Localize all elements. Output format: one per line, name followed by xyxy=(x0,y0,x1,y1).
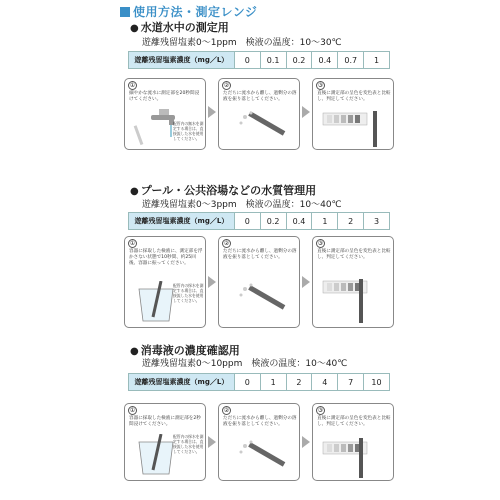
range-value: 10 xyxy=(364,374,390,391)
step-text: ただちに流水から離し、過剰分の溶液を振り落としてください。 xyxy=(223,249,297,261)
range-table-header: 遊離残留塩素濃度（mg／L） xyxy=(129,374,235,391)
range-value: 0 xyxy=(234,213,260,230)
section-subtitle: 遊離残留塩素0〜10ppm 検液の温度：10〜40℃ xyxy=(142,359,348,369)
step-card-2 xyxy=(218,403,300,481)
range-value: 1 xyxy=(260,374,286,391)
step-text: ただちに流水から離し、過剰分の溶液を振り落としてください。 xyxy=(223,416,297,428)
page-heading-text: 使用方法・測定レンジ xyxy=(133,5,258,19)
step-text: 容器に採取した検液に、測定部を浮かさない状態で10秒間、約25回後、容器に振ってください。 xyxy=(129,249,203,267)
step-text: 直後に測定部の呈色を変色表と比較し、判定してください。 xyxy=(317,416,391,428)
step-text: 細やかな流水に測定部を20秒間浸けてください。 xyxy=(129,91,200,103)
range-value: 1 xyxy=(312,213,338,230)
step-note: 配管内の無水を測定する場合は、直接流した水を使用してください。 xyxy=(173,121,204,141)
step-text: 容器に採取した検液に測定部を2秒間浸けてください。 xyxy=(129,416,201,428)
step-note: 配管内の採水を測定する場合は、直接流した水を使用してください。 xyxy=(173,434,204,454)
step-text: 直後に測定部の呈色を変色表と比較し、判定してください。 xyxy=(317,249,391,261)
range-value: 0.1 xyxy=(260,52,286,69)
range-value: 4 xyxy=(312,374,338,391)
step-text: 直後に測定部の呈色を変色表と比較し、判定してください。 xyxy=(317,91,391,103)
range-value: 0 xyxy=(234,374,260,391)
color-chart-icon xyxy=(319,434,391,480)
bullet-icon: ● xyxy=(130,346,139,357)
section-subtitle: 遊離残留塩素0〜1ppm 検液の温度：10〜30℃ xyxy=(142,38,342,48)
step-number: ③ xyxy=(317,407,324,414)
range-value: 0.2 xyxy=(286,52,312,69)
arrow-icon xyxy=(302,436,310,448)
step-number: ① xyxy=(129,240,136,247)
range-value: 0.7 xyxy=(338,52,364,69)
step-note: 配管内の採水を測定する場合は、直接流した水を使用してください。 xyxy=(173,283,204,303)
section-title-text: 消毒液の濃度確認用 xyxy=(140,344,240,357)
section-title-text: 水道水中の測定用 xyxy=(140,21,229,34)
range-value: 0.4 xyxy=(286,213,312,230)
section-title-text: プール・公共浴場などの水質管理用 xyxy=(140,184,317,197)
range-value: 7 xyxy=(338,374,364,391)
test-strip-icon xyxy=(229,434,293,478)
range-value: 2 xyxy=(338,213,364,230)
step-number: ① xyxy=(129,407,136,414)
step-number: ② xyxy=(223,240,230,247)
step-number: ③ xyxy=(317,240,324,247)
range-value: 0 xyxy=(234,52,260,69)
bullet-icon: ● xyxy=(130,23,139,34)
range-value: 1 xyxy=(364,52,390,69)
range-value: 3 xyxy=(364,213,390,230)
range-value: 0.2 xyxy=(260,213,286,230)
step-card-3 xyxy=(312,403,394,481)
step-card-1 xyxy=(124,403,206,481)
step-number: ③ xyxy=(317,82,324,89)
step-number: ② xyxy=(223,407,230,414)
range-table xyxy=(128,373,390,391)
arrow-icon xyxy=(208,436,216,448)
step-text: ただちに流水から離し、過剰分の溶液を振り落としてください。 xyxy=(223,91,297,103)
range-value: 0.4 xyxy=(312,52,338,69)
section-subtitle: 遊離残留塩素0〜3ppm 検液の温度：10〜40℃ xyxy=(142,200,342,210)
step-number: ① xyxy=(129,82,136,89)
range-table-header: 遊離残留塩素濃度（mg／L） xyxy=(129,213,235,230)
range-value: 2 xyxy=(286,374,312,391)
step-number: ② xyxy=(223,82,230,89)
bullet-icon: ● xyxy=(130,186,139,197)
range-table-header: 遊離残留塩素濃度（mg／L） xyxy=(129,52,235,69)
